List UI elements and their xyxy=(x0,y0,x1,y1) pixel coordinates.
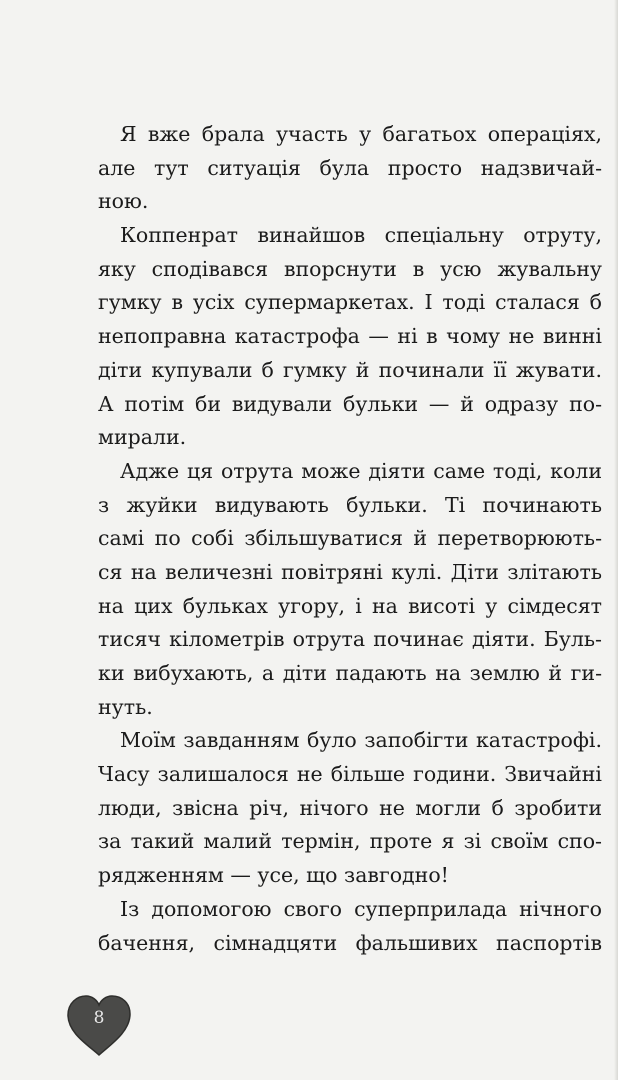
text-line: Коппенрат винайшов спеціальну отруту, xyxy=(120,223,602,248)
text-line: гумку в усіх супермаркетах. І тоді сталася б xyxy=(98,290,602,315)
text-line: Часу залишалося не більше години. Звичайні xyxy=(98,762,602,787)
text-line: самі по собі збільшуватися й перетворюють- xyxy=(98,526,602,551)
paragraph-5 xyxy=(98,893,602,960)
page-edge xyxy=(614,0,618,1080)
text-line: але тут ситуація була просто надзвичай- xyxy=(98,155,602,180)
text-line: бачення, сімнадцяти фальшивих паспортів xyxy=(98,930,602,955)
text-line: непоправна катастрофа — ні в чому не винні xyxy=(98,324,602,349)
text-line: нуть. xyxy=(98,694,153,719)
text-line: Адже ця отрута може діяти саме тоді, коли xyxy=(120,458,602,483)
text-line: рядженням — усе, що завгодно! xyxy=(98,863,449,888)
paragraph-2 xyxy=(98,219,602,455)
text-line: А потім би видували бульки — й одразу по- xyxy=(98,391,602,416)
body-text xyxy=(98,118,602,960)
text-line: тисяч кілометрів отрута починає діяти. Буль- xyxy=(98,627,602,652)
paragraph-3 xyxy=(98,455,602,725)
text-line: Із допомогою свого суперприлада нічного xyxy=(120,896,602,921)
text-line: за такий малий термін, проте я зі своїм спо- xyxy=(98,829,602,854)
text-line: яку сподівався впорснути в усю жувальну xyxy=(98,256,602,281)
text-line: Моїм завданням було запобігти катастрофі. xyxy=(120,728,602,753)
paragraph-1 xyxy=(98,118,602,219)
text-line: з жуйки видувають бульки. Ті починають xyxy=(98,492,602,517)
page-number: 8 xyxy=(93,1008,105,1028)
text-line: діти купували б гумку й починали її жувати. xyxy=(98,357,602,382)
text-line: ки вибухають, а діти падають на землю й ги- xyxy=(98,661,602,685)
text-line: люди, звісна річ, нічого не могли б зробити xyxy=(98,795,602,820)
text-line: ся на величезні повітряні кулі. Діти злітають xyxy=(98,559,602,584)
paragraph-4 xyxy=(98,724,602,892)
text-line: на цих бульках угору, і на висоті у сімдесят xyxy=(98,593,602,618)
text-line: ною. xyxy=(98,189,149,214)
text-line: Я вже брала участь у багатьох операціях, xyxy=(120,122,602,146)
text-line: мирали. xyxy=(98,425,187,450)
